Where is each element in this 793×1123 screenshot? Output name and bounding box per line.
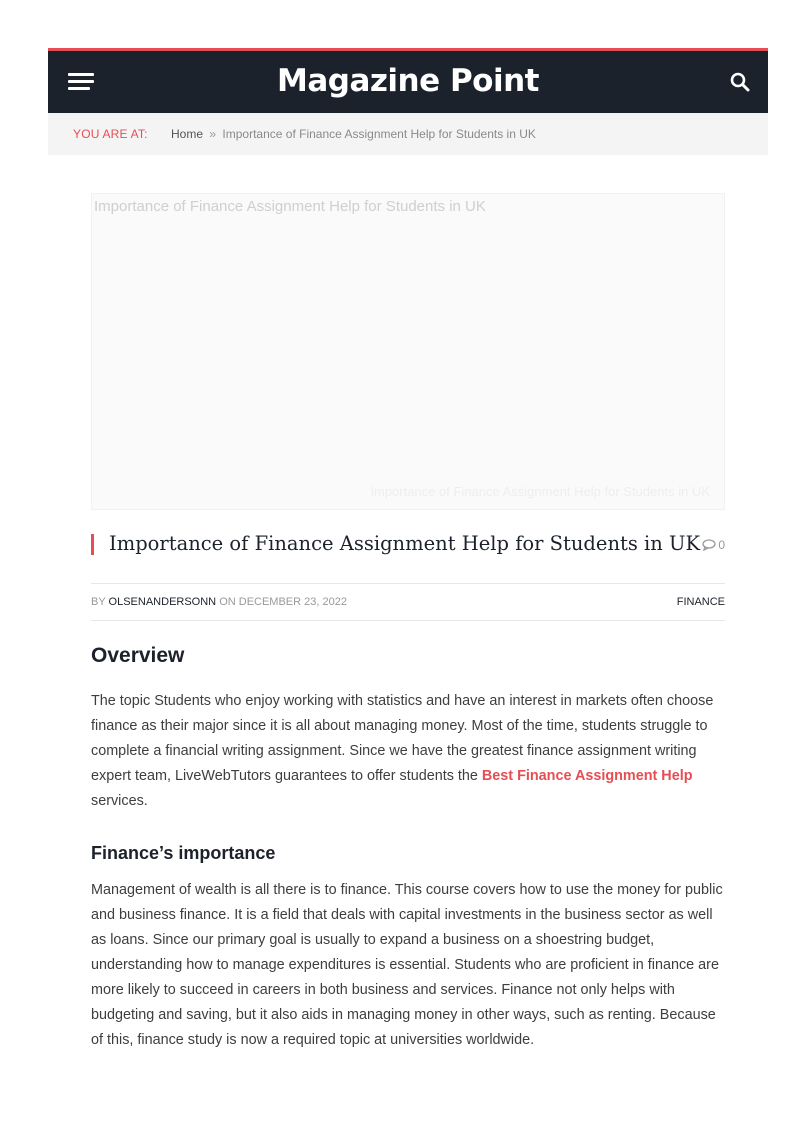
post-title: Importance of Finance Assignment Help for Students in UK bbox=[109, 532, 701, 555]
comment-count: 0 bbox=[718, 538, 725, 552]
featured-image-alt: Importance of Finance Assignment Help for Students in UK bbox=[94, 198, 486, 215]
meta-by: BY bbox=[91, 596, 106, 608]
site-header bbox=[48, 48, 768, 113]
paragraph-overview-tail: services. bbox=[91, 793, 148, 809]
featured-image bbox=[91, 193, 725, 510]
post-meta bbox=[91, 583, 725, 621]
comments-link[interactable] bbox=[702, 538, 725, 554]
paragraph-overview bbox=[91, 689, 731, 814]
category-link[interactable]: FINANCE bbox=[676, 596, 725, 608]
author-link[interactable]: OLSENANDERSONN bbox=[108, 596, 217, 608]
comment-icon bbox=[702, 539, 716, 554]
featured-image-caption: Importance of Finance Assignment Help for Students in UK bbox=[370, 484, 710, 499]
paragraph-finance-importance: Management of wealth is all there is to finance. This course covers how to use the money for public and business finance. It is a field that deals with capital investments in the business sector as well as loans. Since our primary goal is usually to expand a business on a shoestring budget, understanding how to manage expenditures is essential. Students who are proficient in finance are more likely to succeed in careers in both business and services. Finance not only helps with budgeting and saving, but it also aids in managing money in other ways, such as renting. Because of this, finance study is now a required topic at universities worldwide. bbox=[91, 882, 723, 1048]
paragraph-overview-text: The topic Students who enjoy working with statistics and have an interest in markets often choose finance as their major since it is all about managing money. Most of the time, students struggle to complete a financial writing assignment. Since we have the greatest finance assignment writing expert team, LiveWebTutors guarantees to offer students the bbox=[91, 693, 714, 784]
heading-overview: Overview bbox=[91, 644, 185, 667]
breadcrumb-current: Importance of Finance Assignment Help for Students in UK bbox=[222, 127, 536, 141]
site-title[interactable]: Magazine Point bbox=[277, 63, 539, 99]
best-finance-assignment-help-link[interactable]: Best Finance Assignment Help bbox=[481, 768, 693, 784]
breadcrumb-label: YOU ARE AT: bbox=[73, 127, 148, 141]
heading-finance-importance: Finance’s importance bbox=[91, 843, 276, 863]
breadcrumb bbox=[48, 113, 768, 155]
meta-on: ON bbox=[219, 596, 236, 608]
breadcrumb-home-link[interactable]: Home bbox=[171, 127, 204, 141]
breadcrumb-separator: » bbox=[209, 127, 217, 141]
post-date: DECEMBER 23, 2022 bbox=[238, 596, 347, 608]
post-title-row bbox=[91, 530, 725, 560]
search-icon[interactable] bbox=[730, 72, 750, 92]
title-accent-bar bbox=[91, 534, 94, 555]
